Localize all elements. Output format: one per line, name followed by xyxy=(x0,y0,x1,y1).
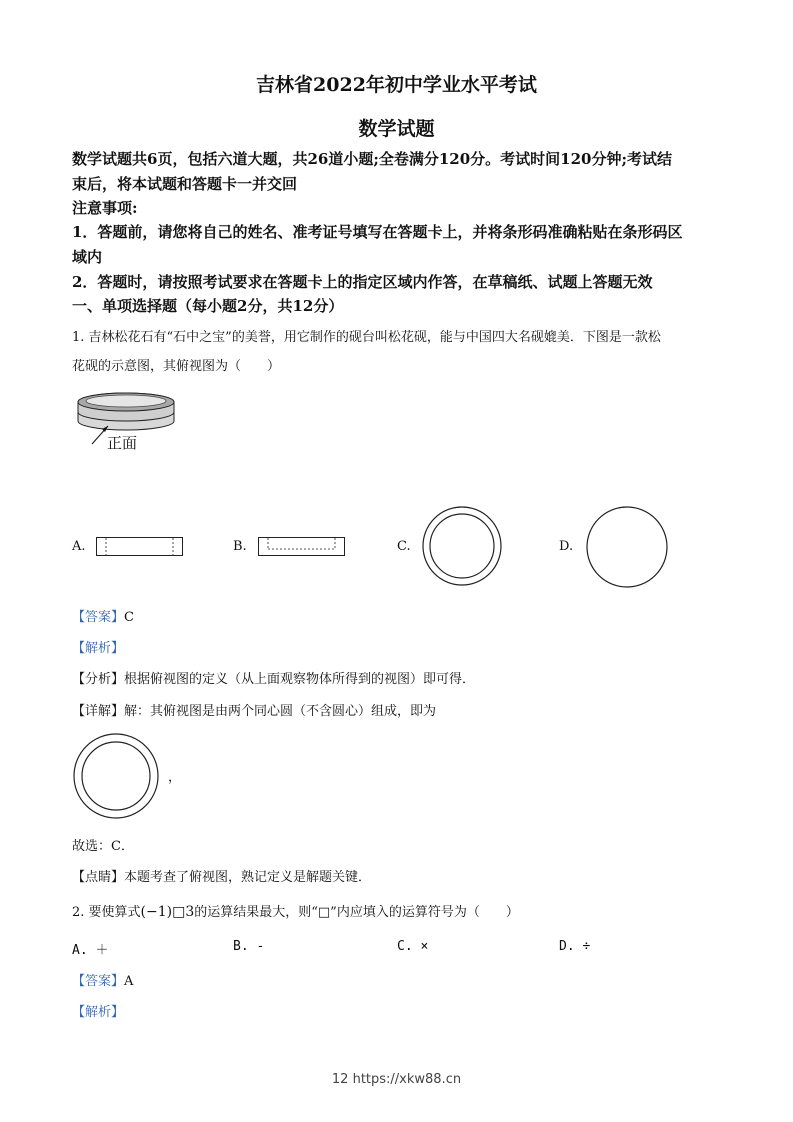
page-title: 吉林省2022年初中学业水平考试 xyxy=(256,74,537,96)
figure-comma: ， xyxy=(168,770,182,785)
dianjing-text: 本题考查了俯视图，熟记定义是解题关键． xyxy=(124,870,372,885)
notice-1-line-1: 1．答题前，请您将自己的姓名、准考证号填写在答题卡上，并将条形码准确粘贴在条形码区 xyxy=(72,223,683,241)
fenxi-tag: 【分析】 xyxy=(72,672,125,687)
option-a-figure xyxy=(96,537,184,557)
option-b-label: B. xyxy=(233,539,247,554)
option-b-figure xyxy=(258,537,346,557)
fenxi-text: 根据俯视图的定义（从上面观察物体所得到的视图）即可得． xyxy=(124,672,476,687)
option-d-label: D. xyxy=(559,539,574,554)
answer-value: C xyxy=(124,610,134,625)
q1-fenxi xyxy=(72,668,475,687)
xiangjie-text: 解：其俯视图是由两个同心圆（不含圆心）组成，即为 xyxy=(124,704,437,719)
answer-tag: 【答案】 xyxy=(72,610,125,625)
option-a-label: A. xyxy=(72,539,86,554)
intro-line-1: 数学试题共6页，包括六道大题，共26道小题;全卷满分120分。考试时间120分钟;考试结 xyxy=(72,150,673,168)
q2-option-b: B. - xyxy=(233,939,265,954)
q2-suffix: 的运算结果最大，则“□”内应填入的运算符号为（ ） xyxy=(194,905,519,920)
option-d-figure xyxy=(586,507,670,591)
q1-answer xyxy=(72,606,134,625)
intro-line-2: 束后，将本试题和答题卡一并交回 xyxy=(72,175,298,193)
q2-answer-tag: 【答案】 xyxy=(72,974,125,989)
q2-answer xyxy=(72,970,133,989)
notice-2: 2．答题时，请按照考试要求在答题卡上的指定区域内作答，在草稿纸、试题上答题无效 xyxy=(72,273,653,291)
q1-choice: 故选：C． xyxy=(72,839,134,854)
q1-text-line-2: 花砚的示意图，其俯视图为（ ） xyxy=(72,359,281,374)
q2-text xyxy=(72,901,519,920)
option-c-figure xyxy=(422,506,502,586)
page-subtitle: 数学试题 xyxy=(358,118,435,140)
notice-1-line-2: 域内 xyxy=(72,248,103,266)
section-heading: 一、单项选择题（每小题2分，共12分） xyxy=(72,297,344,315)
q2-answer-value: A xyxy=(124,974,134,989)
q2-prefix: 2. 要使算式 xyxy=(72,905,141,920)
q1-xiangjie xyxy=(72,700,436,719)
q2-option-a: A. ＋ xyxy=(72,943,109,958)
option-c-label: C. xyxy=(397,539,411,554)
xiangjie-tag: 【详解】 xyxy=(72,704,125,719)
q2-analysis-tag: 【解析】 xyxy=(72,1005,125,1020)
figure-label-front: 正面 xyxy=(107,434,138,452)
notice-title: 注意事项: xyxy=(72,199,138,217)
page-footer: 12 https://xkw88.cn xyxy=(331,1072,462,1087)
q2-option-d: D. ÷ xyxy=(559,939,591,954)
q1-text-line-1: 1. 吉林松花石有“石中之宝”的美誉，用它制作的砚台叫松花砚，能与中国四大名砚媲美．下图是一款松 xyxy=(72,330,661,345)
concentric-circles-figure xyxy=(73,733,159,819)
q1-analysis-tag: 【解析】 xyxy=(72,641,125,656)
q2-expression: (−1)□3 xyxy=(140,904,195,920)
dianjing-tag: 【点睛】 xyxy=(72,870,125,885)
q2-option-c: C. × xyxy=(397,939,429,954)
q1-dianjing xyxy=(72,866,371,885)
